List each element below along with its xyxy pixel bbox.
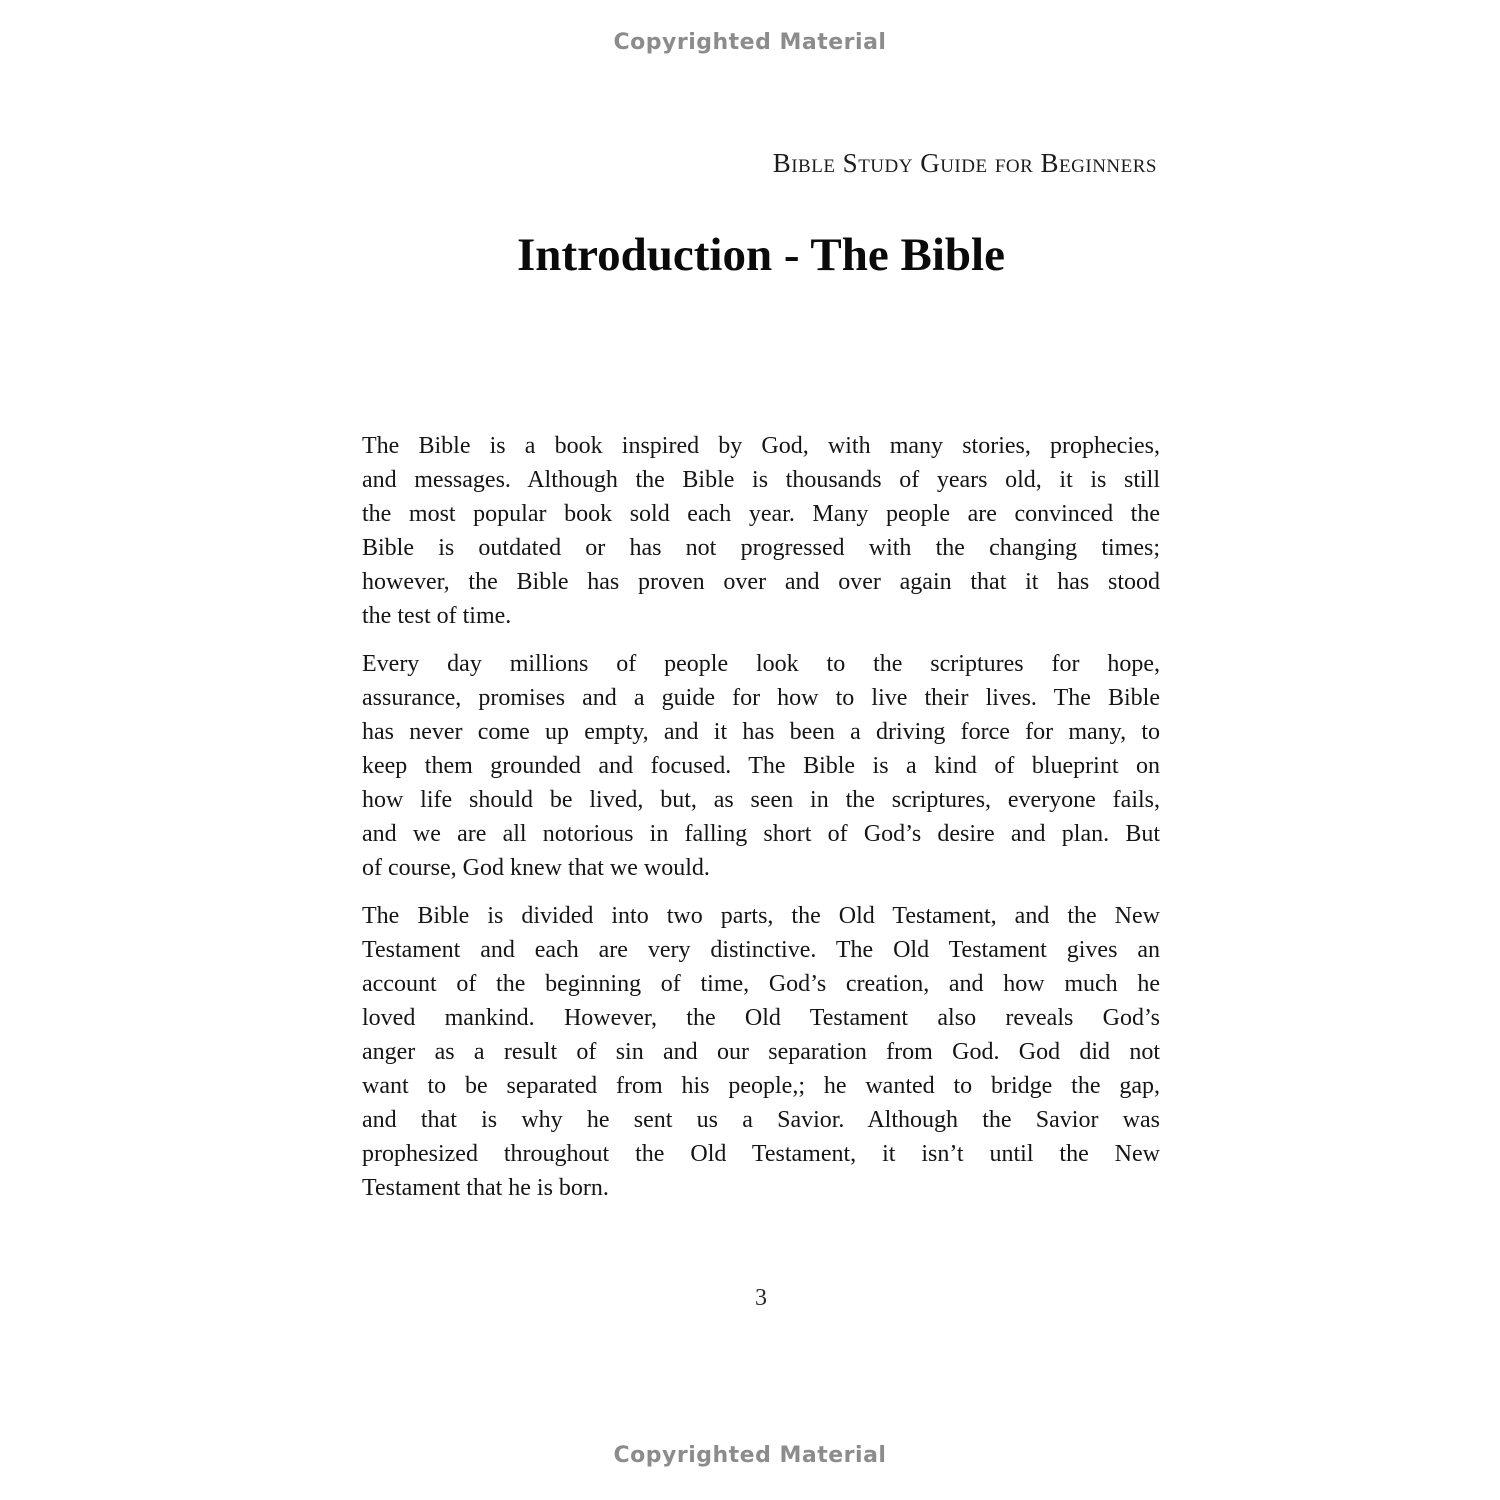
text-line: how life should be lived, but, as seen in the scriptures, everyone fails,: [362, 787, 1160, 813]
text-line: Bible is outdated or has not progressed with the changing times;: [362, 535, 1160, 561]
body-text: [362, 429, 1160, 1219]
text-line: anger as a result of sin and our separation from God. God did not: [362, 1039, 1160, 1065]
text-line: and we are all notorious in falling short of God’s desire and plan. But: [362, 821, 1160, 847]
text-line: Testament and each are very distinctive. The Old Testament gives an: [362, 937, 1160, 963]
text-line: and messages. Although the Bible is thousands of years old, it is still: [362, 467, 1160, 493]
text-line: want to be separated from his people,; he wanted to bridge the gap,: [362, 1073, 1160, 1099]
text-line: Testament that he is born.: [362, 1175, 609, 1201]
paragraph: [362, 429, 1160, 633]
text-line: has never come up empty, and it has been a driving force for many, to: [362, 719, 1160, 745]
copyright-watermark-top: Copyrighted Material: [613, 30, 887, 55]
text-line: loved mankind. However, the Old Testament also reveals God’s: [362, 1005, 1160, 1031]
text-line: keep them grounded and focused. The Bible is a kind of blueprint on: [362, 753, 1160, 779]
text-line: Every day millions of people look to the scriptures for hope,: [362, 651, 1160, 677]
text-line: The Bible is a book inspired by God, with many stories, prophecies,: [362, 433, 1160, 459]
text-line: assurance, promises and a guide for how to live their lives. The Bible: [362, 685, 1160, 711]
page-title: Introduction - The Bible: [517, 229, 1005, 281]
text-line: of course, God knew that we would.: [362, 855, 710, 881]
text-line: the test of time.: [362, 603, 512, 629]
paragraph: [362, 899, 1160, 1205]
page-number: 3: [755, 1285, 767, 1311]
text-line: The Bible is divided into two parts, the Old Testament, and the New: [362, 903, 1160, 929]
copyright-watermark-bottom: Copyrighted Material: [613, 1443, 887, 1468]
running-header: Bible Study Guide for Beginners: [772, 148, 1157, 178]
text-line: and that is why he sent us a Savior. Although the Savior was: [362, 1107, 1160, 1133]
text-line: account of the beginning of time, God’s creation, and how much he: [362, 971, 1160, 997]
paragraph: [362, 647, 1160, 885]
text-line: prophesized throughout the Old Testament, it isn’t until the New: [362, 1141, 1160, 1167]
text-line: the most popular book sold each year. Many people are convinced the: [362, 501, 1160, 527]
text-line: however, the Bible has proven over and over again that it has stood: [362, 569, 1160, 595]
